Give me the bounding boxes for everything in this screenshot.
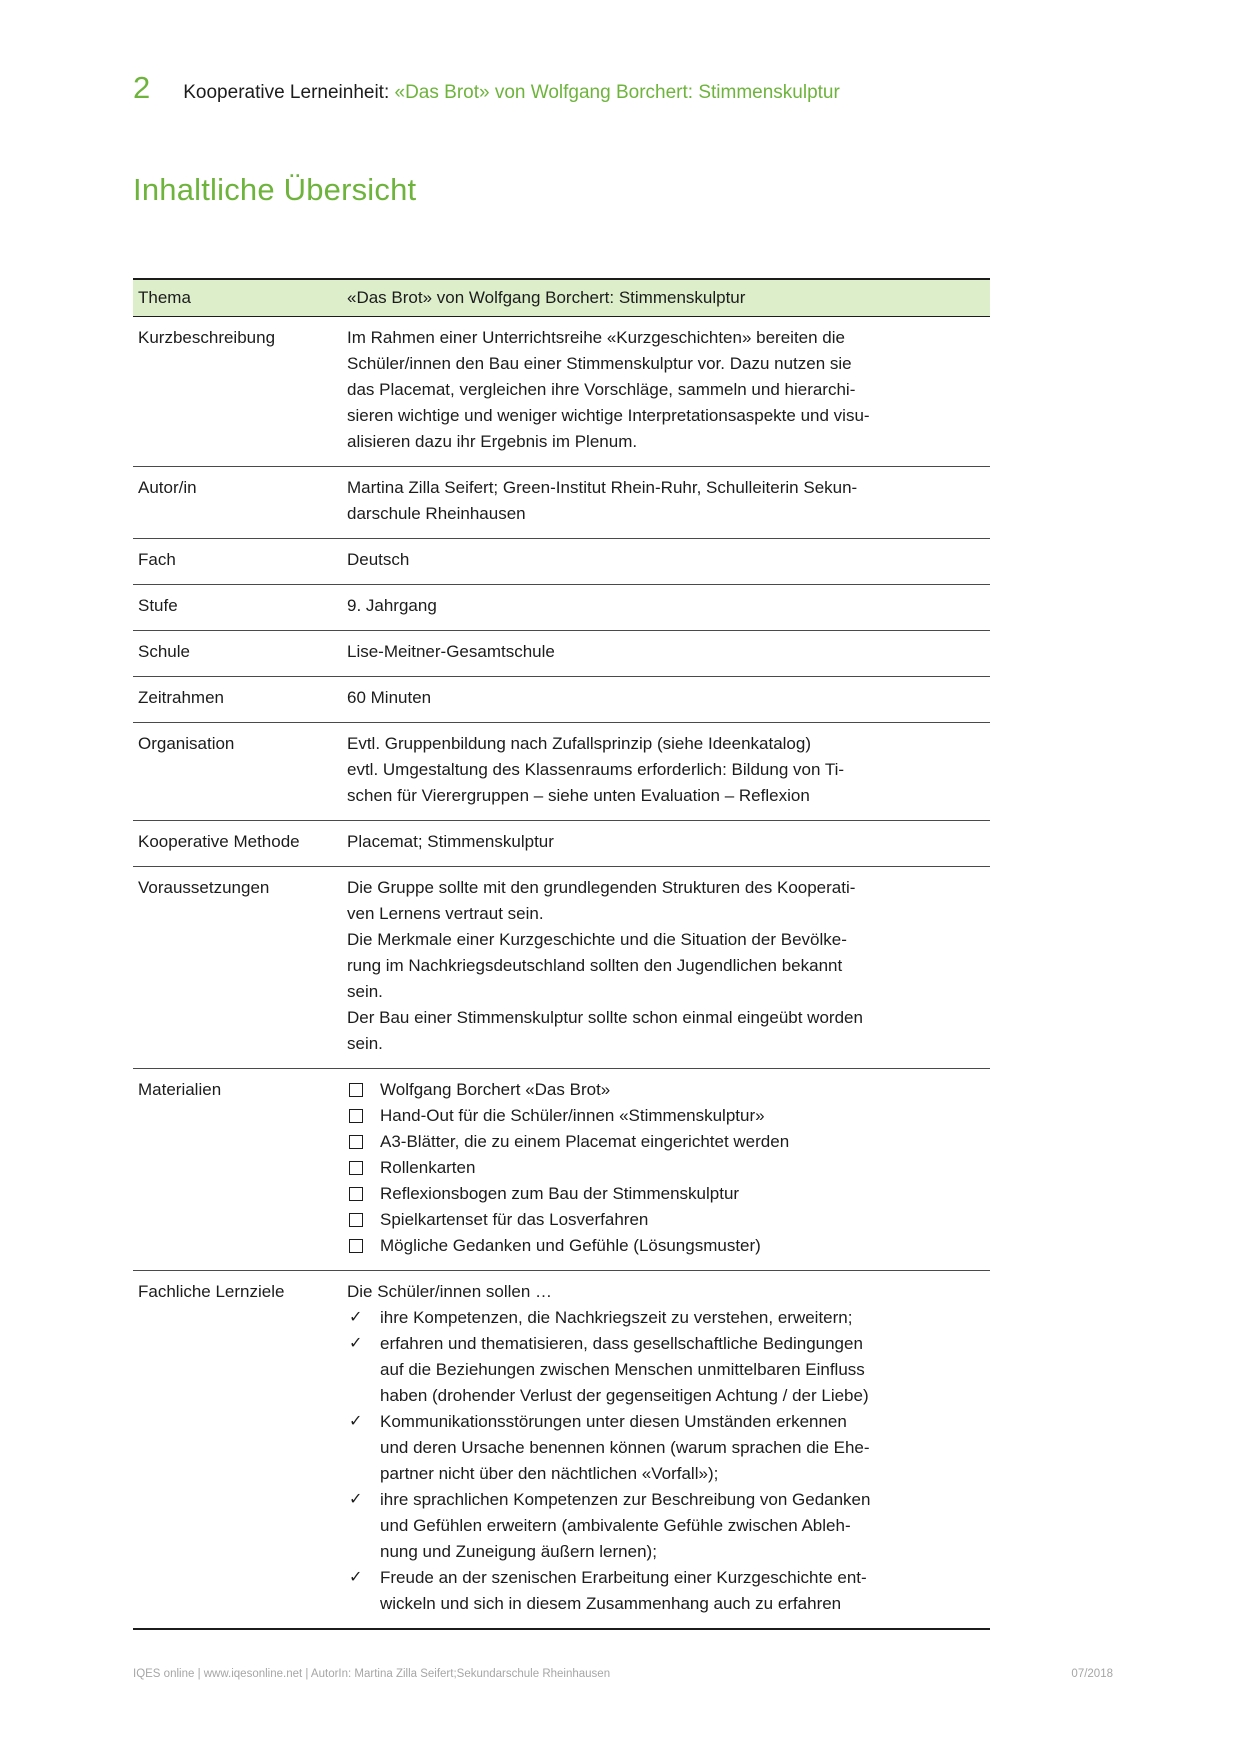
- text-line: rung im Nachkriegsdeutschland sollten den Jugendlichen bekannt: [347, 956, 843, 975]
- material-item: [347, 1103, 990, 1129]
- running-title-story: «Das Brot» von Wolfgang Borchert: Stimmenskulptur: [394, 82, 840, 103]
- text-line: Die Merkmale einer Kurzgeschichte und die Situation der Bevölke-: [347, 930, 847, 949]
- learning-goal-item: [347, 1409, 990, 1487]
- overview-table: [133, 278, 990, 1630]
- table-row-voraussetzungen: [133, 867, 990, 1069]
- empty-checkbox-icon: [349, 1135, 363, 1149]
- row-label-thema: Thema: [138, 288, 191, 307]
- learning-goal-item: [347, 1305, 990, 1331]
- row-label-fachliche-lernziele: Fachliche Lernziele: [138, 1282, 285, 1301]
- table-row-kurzbeschreibung: [133, 317, 990, 467]
- empty-checkbox-icon: [349, 1083, 363, 1097]
- row-value-voraussetzungen: [347, 867, 990, 1068]
- row-label-schule: Schule: [138, 642, 190, 661]
- checkmark-icon: ✓: [349, 1413, 363, 1430]
- checkmark-icon: ✓: [349, 1335, 363, 1352]
- row-label-organisation: Organisation: [138, 734, 235, 753]
- row-label-stufe: Stufe: [138, 596, 178, 615]
- row-label-voraussetzungen: Voraussetzungen: [138, 878, 270, 897]
- empty-checkbox-icon: [349, 1187, 363, 1201]
- goal-line: nung und Zuneigung äußern lernen);: [380, 1542, 657, 1561]
- row-label-kooperative-methode: Kooperative Methode: [138, 832, 300, 851]
- goal-line: Freude an der szenischen Erarbeitung einer Kurzgeschichte ent-: [380, 1568, 867, 1587]
- row-value-organisation: [347, 723, 990, 820]
- text-line: darschule Rheinhausen: [347, 504, 526, 523]
- text-line: Der Bau einer Stimmenskulptur sollte schon einmal eingeübt worden: [347, 1008, 863, 1027]
- footer-left-text: IQES online | www.iqesonline.net | AutorIn: Martina Zilla Seifert;Sekundarschule Rheinhausen: [133, 1668, 611, 1680]
- material-item: [347, 1207, 990, 1233]
- goal-line: partner nicht über den nächtlichen «Vorfall»);: [380, 1464, 719, 1483]
- page-footer: [133, 1668, 1113, 1680]
- text-line: Lise-Meitner-Gesamtschule: [347, 642, 555, 661]
- page-header: [133, 72, 1113, 104]
- learning-goal-text: [380, 1331, 869, 1409]
- text-line: Evtl. Gruppenbildung nach Zufallsprinzip (siehe Ideenkatalog): [347, 734, 811, 753]
- row-label-zeitrahmen: Zeitrahmen: [138, 688, 224, 707]
- text-line: 60 Minuten: [347, 688, 432, 707]
- row-label-fach: Fach: [138, 550, 176, 569]
- goal-line: auf die Beziehungen zwischen Menschen unmittelbaren Einfluss: [380, 1360, 865, 1379]
- table-row-organisation: [133, 723, 990, 821]
- goal-line: und deren Ursache benennen können (warum sprachen die Ehe-: [380, 1438, 870, 1457]
- material-item: [347, 1129, 990, 1155]
- table-row-autor-in: [133, 467, 990, 539]
- text-line: Im Rahmen einer Unterrichtsreihe «Kurzgeschichten» bereiten die: [347, 328, 845, 347]
- goal-line: wickeln und sich in diesem Zusammenhang auch zu erfahren: [380, 1594, 842, 1613]
- checkmark-icon: ✓: [349, 1491, 363, 1508]
- text-line: schen für Vierergruppen – siehe unten Evaluation – Reflexion: [347, 786, 810, 805]
- running-title-prefix: Kooperative Lerneinheit:: [183, 82, 395, 103]
- row-label-kurzbeschreibung: Kurzbeschreibung: [138, 328, 276, 347]
- goal-line: erfahren und thematisieren, dass gesellschaftliche Bedingungen: [380, 1334, 863, 1353]
- checkmark-icon: ✓: [349, 1309, 363, 1326]
- material-item-label: Reflexionsbogen zum Bau der Stimmenskulptur: [380, 1184, 740, 1203]
- text-line: sein.: [347, 982, 383, 1001]
- goal-line: Kommunikationsstörungen unter diesen Umständen erkennen: [380, 1412, 847, 1431]
- row-value-materialien: [347, 1069, 990, 1270]
- goal-line: und Gefühlen erweitern (ambivalente Gefühle zwischen Ableh-: [380, 1516, 851, 1535]
- text-line: alisieren dazu ihr Ergebnis im Plenum.: [347, 432, 638, 451]
- table-row-kooperative-methode: [133, 821, 990, 867]
- text-line: evtl. Umgestaltung des Klassenraums erforderlich: Bildung von Ti-: [347, 760, 845, 779]
- text-line: Placemat; Stimmenskulptur: [347, 832, 554, 851]
- material-item-label: Spielkartenset für das Losverfahren: [380, 1210, 649, 1229]
- footer-date: 07/2018: [1071, 1668, 1113, 1680]
- goal-line: ihre Kompetenzen, die Nachkriegszeit zu verstehen, erweitern;: [380, 1308, 853, 1327]
- material-item-label: Rollenkarten: [380, 1158, 476, 1177]
- row-label-autor-in: Autor/in: [138, 478, 197, 497]
- row-value-kooperative-methode: [347, 821, 990, 866]
- text-line: «Das Brot» von Wolfgang Borchert: Stimmenskulptur: [347, 288, 746, 307]
- material-item-label: Mögliche Gedanken und Gefühle (Lösungsmuster): [380, 1236, 761, 1255]
- text-line: Martina Zilla Seifert; Green-Institut Rhein-Ruhr, Schulleiterin Sekun-: [347, 478, 858, 497]
- running-title: [183, 82, 840, 104]
- page-title: Inhaltliche Übersicht: [133, 172, 417, 207]
- goal-line: ihre sprachlichen Kompetenzen zur Beschreibung von Gedanken: [380, 1490, 871, 1509]
- learning-goal-item: [347, 1565, 990, 1617]
- material-item: [347, 1155, 990, 1181]
- row-value-zeitrahmen: [347, 677, 990, 722]
- checkmark-icon: ✓: [349, 1569, 363, 1586]
- row-value-fach: [347, 539, 990, 584]
- text-line: sieren wichtige und weniger wichtige Interpretationsaspekte und visu-: [347, 406, 870, 425]
- material-item-label: A3-Blätter, die zu einem Placemat eingerichtet werden: [380, 1132, 790, 1151]
- table-row-materialien: [133, 1069, 990, 1271]
- row-value-fachliche-lernziele: [347, 1271, 990, 1628]
- table-row-zeitrahmen: [133, 677, 990, 723]
- row-value-stufe: [347, 585, 990, 630]
- learning-goal-text: [380, 1409, 870, 1487]
- text-line: Schüler/innen den Bau einer Stimmenskulptur vor. Dazu nutzen sie: [347, 354, 852, 373]
- material-item: [347, 1233, 990, 1259]
- text-line: ven Lernens vertraut sein.: [347, 904, 544, 923]
- table-row-fach: [133, 539, 990, 585]
- text-line: Deutsch: [347, 550, 410, 569]
- goals-intro: Die Schüler/innen sollen …: [347, 1282, 553, 1301]
- material-item-label: Hand-Out für die Schüler/innen «Stimmenskulptur»: [380, 1106, 765, 1125]
- table-row-thema: [133, 280, 990, 317]
- row-value-autor-in: [347, 467, 990, 538]
- row-value-schule: [347, 631, 990, 676]
- material-item-label: Wolfgang Borchert «Das Brot»: [380, 1080, 611, 1099]
- empty-checkbox-icon: [349, 1213, 363, 1227]
- page-number: 2: [133, 70, 151, 105]
- row-value-kurzbeschreibung: [347, 317, 990, 466]
- table-row-fachliche-lernziele: [133, 1271, 990, 1630]
- learning-goal-text: [380, 1565, 867, 1617]
- text-line: 9. Jahrgang: [347, 596, 437, 615]
- learning-goal-item: [347, 1487, 990, 1565]
- learning-goal-text: [380, 1305, 852, 1331]
- row-label-materialien: Materialien: [138, 1080, 222, 1099]
- learning-goal-item: [347, 1331, 990, 1409]
- row-value-thema: [347, 285, 990, 311]
- learning-goal-text: [380, 1487, 870, 1565]
- empty-checkbox-icon: [349, 1239, 363, 1253]
- text-line: sein.: [347, 1034, 383, 1053]
- empty-checkbox-icon: [349, 1161, 363, 1175]
- table-row-stufe: [133, 585, 990, 631]
- text-line: Die Gruppe sollte mit den grundlegenden Strukturen des Kooperati-: [347, 878, 856, 897]
- material-item: [347, 1181, 990, 1207]
- empty-checkbox-icon: [349, 1109, 363, 1123]
- material-item: [347, 1077, 990, 1103]
- table-row-schule: [133, 631, 990, 677]
- text-line: das Placemat, vergleichen ihre Vorschläge, sammeln und hierarchi-: [347, 380, 856, 399]
- goal-line: haben (drohender Verlust der gegenseitigen Achtung / der Liebe): [380, 1386, 869, 1405]
